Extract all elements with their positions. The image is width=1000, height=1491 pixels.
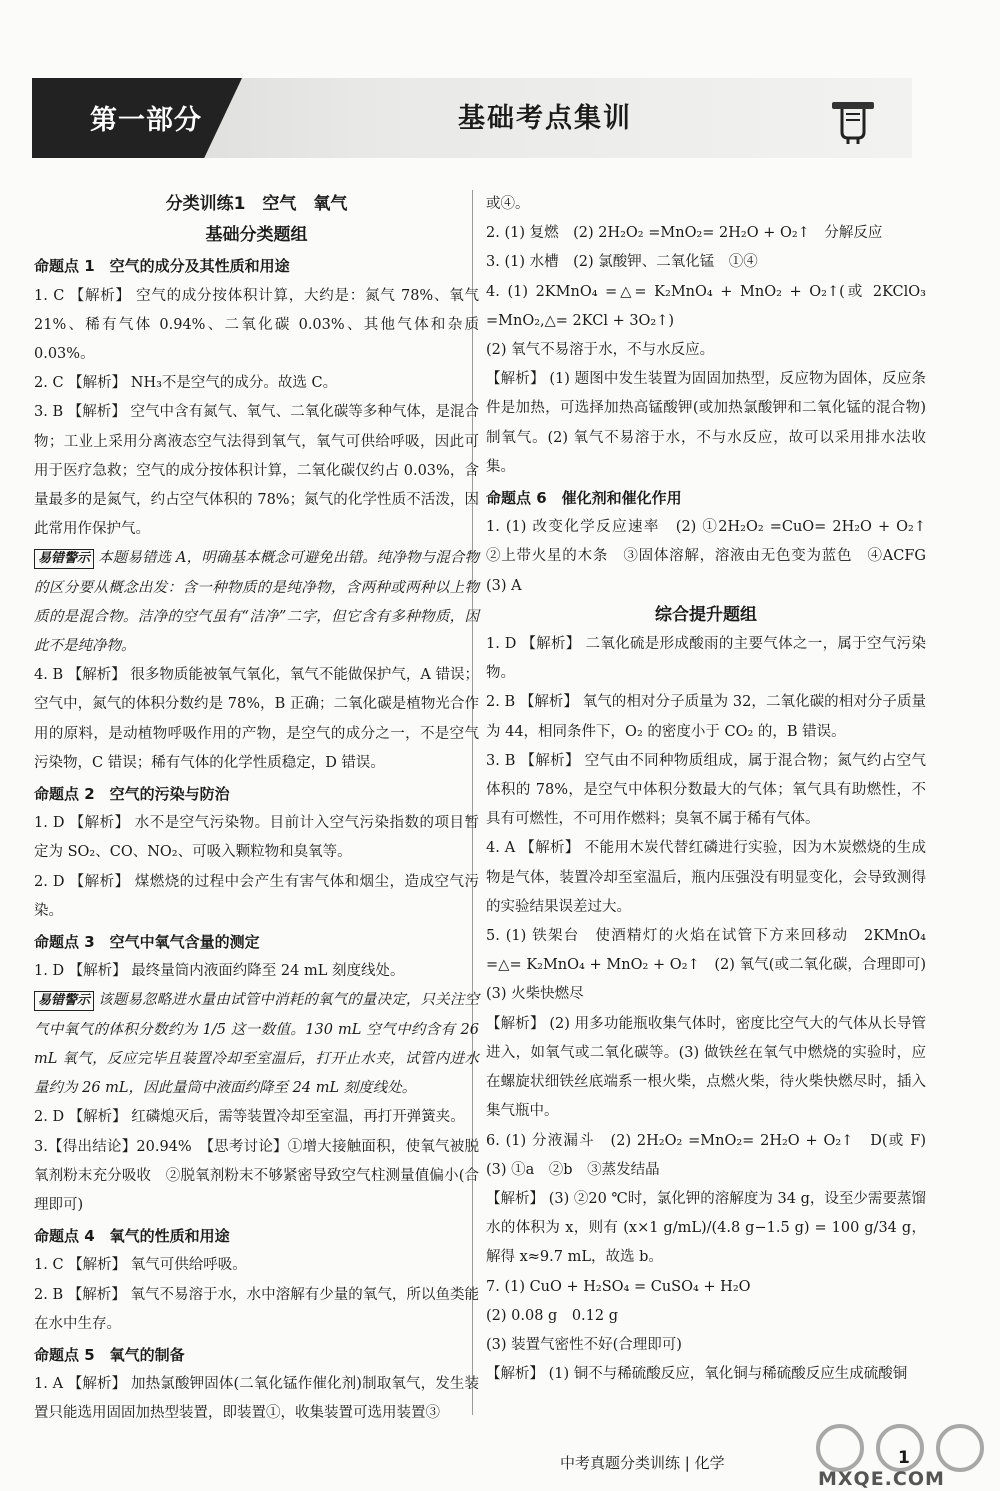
page-number: 1: [898, 1448, 910, 1468]
lesson-title: 分类训练1 空气 氧气: [165, 194, 348, 214]
answer-item: 【解析】 (1) 题图中发生装置为固固加热型，反应物为固体，反应条件是加热，可选择加热高锰酸钾(或加热氯酸钾和二氧化锰的混合物)制氧气。(2) 氧气不易溶于水，不与水反应，故可以采用排水法收集。: [486, 371, 926, 475]
answer-item: (2) 0.08 g 0.12 g: [486, 1307, 619, 1324]
answer-item: 2. (1) 复燃 (2) 2H₂O₂ =MnO₂= 2H₂O + O₂↑ 分解反应: [486, 225, 883, 242]
answer-item: (2) 氧气不易溶于水，不与水反应。: [486, 342, 715, 359]
answer-item: 2. D 【解析】 红磷熄灭后，需等装置冷却至室温，再打开弹簧夹。: [34, 1109, 465, 1126]
answer-item: 或④。: [486, 196, 530, 212]
warning-text: 本题易错选 A，明确基本概念可避免出错。纯净物与混合物的区分要从概念出发：含一种物质的是纯净物，含两种或两种以上物质的是混合物。洁净的空气虽有“洁净”二字，但它含有多种物质，因此不是纯净物。: [34, 550, 479, 655]
answer-item: 4. B 【解析】 很多物质能被氧气氧化，氧气不能做保护气，A 错误；空气中，氮气的体积分数约是 78%，B 正确；二氧化碳是植物光合作用的原料，是动植物呼吸作用的产物，是空气的成分之一，不是空气污染物，C 错误；稀有气体的化学性质稳定，D 错误。: [34, 667, 479, 771]
warning-text: 该题易忽略进水量由试管中消耗的氧气的量决定，只关注空气中氧气的体积分数约为 1/5 这一数值。130 mL 空气中约含有 26 mL 氧气，反应完毕且装置冷却至室温后，打开止水夹，试管内进水量约为 26 mL，因此量筒中液面约降至 24 mL 刻度线处。: [34, 992, 479, 1097]
answer-item: 4. A 【解析】 不能用木炭代替红磷进行实验，因为木炭燃烧的生成物是气体，装置冷却至室温后，瓶内压强没有明显变化，会导致测得的实验结果误差过大。: [486, 840, 926, 915]
answer-item: 1. D 【解析】 水不是空气污染物。目前计入空气污染指数的项目暂定为 SO₂、CO、NO₂、可吸入颗粒物和臭氧等。: [34, 815, 479, 861]
answer-item: 2. B 【解析】 氧气的相对分子质量为 32，二氧化碳的相对分子质量为 44，相同条件下，O₂ 的密度小于 CO₂ 的，B 错误。: [486, 694, 926, 740]
warning-label: 易错警示: [34, 991, 94, 1011]
answer-item: 【解析】 (3) ②20 ℃时，氯化钾的溶解度为 34 g，设至少需要蒸馏水的体积为 x，则有 (x×1 g/mL)/(4.8 g−1.5 g) = 100 g/34 g，解得 x≈9.7 mL，故选 b。: [486, 1190, 926, 1266]
answer-item: 3. B 【解析】 空气中含有氮气、氧气、二氧化碳等多种气体，是混合物；工业上采用分离液态空气法得到氧气，氧气可供给呼吸，因此可用于医疗急救；空气的成分按体积计算，二氧化碳仅约占 0.03%，含量最多的是氮气，约占空气体积的 78%；氮气的化学性质不活泼，因此常用作保护气。: [34, 404, 479, 538]
group-title-advanced: 综合提升题组: [655, 604, 757, 625]
answer-item: 1. A 【解析】 加热氯酸钾固体(二氧化锰作催化剂)制取氧气，发生装置只能选用固固加热型装置，即装置①，收集装置可选用装置③: [34, 1376, 479, 1422]
warning-note: [34, 544, 479, 661]
answer-item: 2. C 【解析】 NH₃不是空气的成分。故选 C。: [34, 375, 338, 392]
answer-item: 1. (1) 改变化学反应速率 (2) ①2H₂O₂ =CuO= 2H₂O + O₂↑ ②上带火星的木条 ③固体溶解，溶液由无色变为蓝色 ④ACFG (3) A: [486, 519, 941, 594]
topic-heading: 命题点 3 空气中氧气含量的测定: [34, 933, 260, 952]
answer-item: 3. (1) 水槽 (2) 氯酸钾、二氧化锰 ①④: [486, 254, 758, 271]
answer-item: 3. B 【解析】 空气由不同种物质组成，属于混合物；氮气约占空气体积的 78%，是空气中体积分数最大的气体；氧气具有助燃性，不具有可燃性，不可用作燃料；臭氧不属于稀有气体。: [486, 752, 926, 828]
answer-item: 1. C 【解析】 空气的成分按体积计算，大约是：氮气 78%、氧气 21%、稀有气体 0.94%、二氧化碳 0.03%、其他气体和杂质 0.03%。: [34, 287, 479, 363]
answer-item: 6. (1) 分液漏斗 (2) 2H₂O₂ =MnO₂= 2H₂O + O₂↑ D(或 F) (3) ①a ②b ③蒸发结晶: [486, 1132, 941, 1178]
answer-item: 2. B 【解析】 氧气不易溶于水，水中溶解有少量的氧气，所以鱼类能在水中生存。: [34, 1286, 479, 1332]
hand-pen-icon: [828, 92, 878, 144]
topic-heading: 命题点 2 空气的污染与防治: [34, 785, 230, 804]
answer-item: 【解析】 (2) 用多功能瓶收集气体时，密度比空气大的气体从长导管进入，如氧气或二氧化碳等。(3) 做铁丝在氧气中燃烧的实验时，应在螺旋状细铁丝底端系一根火柴，点燃火柴，待火柴快燃尽时，插入集气瓶中。: [486, 1015, 926, 1120]
topic-heading: 命题点 5 氧气的制备: [34, 1345, 185, 1364]
left-column: [34, 190, 479, 1429]
answer-item: 4. (1) 2KMnO₄ =△= K₂MnO₄ + MnO₂ + O₂↑(或 2KClO₃ =MnO₂,△= 2KCl + 3O₂↑): [486, 283, 926, 329]
topic-heading: 命题点 1 空气的成分及其性质和用途: [34, 257, 290, 276]
answer-item: 1. D 【解析】 最终量筒内液面约降至 24 mL 刻度线处。: [34, 963, 405, 980]
answer-item: 【解析】 (1) 铜不与稀硫酸反应，氧化铜与稀硫酸反应生成硫酸铜: [486, 1366, 908, 1383]
answer-item: 2. D 【解析】 煤燃烧的过程中会产生有害气体和烟尘，造成空气污染。: [34, 873, 479, 919]
answer-item: 1. D 【解析】 二氧化硫是形成酸雨的主要气体之一，属于空气污染物。: [486, 636, 926, 682]
warning-note: [34, 986, 479, 1103]
answer-item: 3.【得出结论】20.94% 【思考讨论】①增大接触面积，使氧气被脱氧剂粉末充分吸收 ②脱氧剂粉末不够紧密导致空气柱测量值偏小(合理即可): [34, 1138, 479, 1213]
answer-item: 1. C 【解析】 氧气可供给呼吸。: [34, 1257, 247, 1274]
section-title: 基础考点集训: [458, 103, 632, 134]
part-label: 第一部分: [90, 105, 202, 136]
warning-label: 易错警示: [34, 549, 94, 569]
topic-heading: 命题点 6 催化剂和催化作用: [486, 489, 682, 508]
group-title-basic: 基础分类题组: [205, 225, 308, 246]
right-column: [486, 190, 941, 1389]
answer-item: 5. (1) 铁架台 使酒精灯的火焰在试管下方来回移动 2KMnO₄ =△= K₂MnO₄ + MnO₂ + O₂↑ (2) 氧气(或二氧化碳，合理即可) (3) 火柴快燃尽: [486, 928, 941, 1003]
answer-item: (3) 装置气密性不好(合理即可): [486, 1336, 682, 1353]
topic-heading: 命题点 4 氧气的性质和用途: [34, 1227, 230, 1246]
watermark-text: MXQE.COM: [818, 1468, 945, 1490]
book-title-footer: 中考真题分类训练 | 化学: [560, 1454, 725, 1472]
answer-item: 7. (1) CuO + H₂SO₄ = CuSO₄ + H₂O: [486, 1278, 751, 1295]
